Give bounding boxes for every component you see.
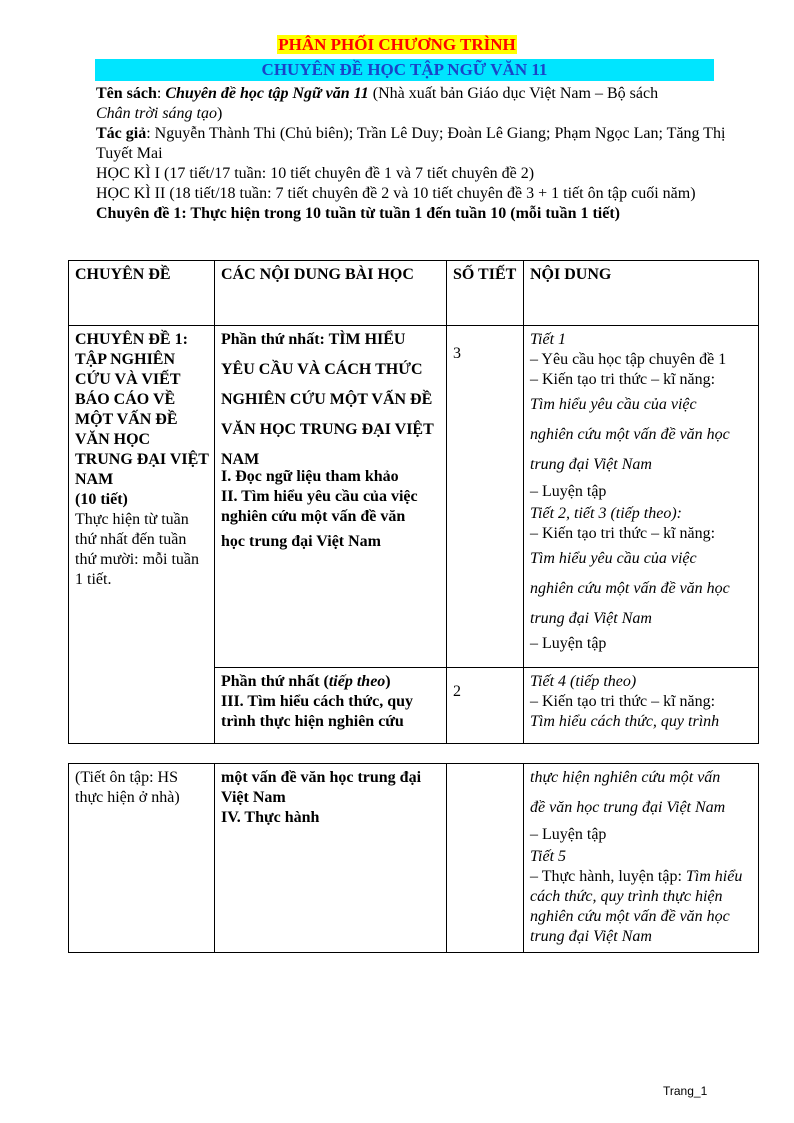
lesson-cell — [215, 668, 447, 744]
detail-line: nghiên cứu một vấn đề văn học — [530, 580, 730, 597]
detail-line: Tiết 1 — [530, 331, 567, 348]
detail-text: – Thực hành, luyện tập: — [530, 868, 686, 885]
schedule-table — [68, 260, 759, 744]
book-series: Chân trời sáng tạo — [96, 105, 217, 122]
title-line1: PHÂN PHỐI CHƯƠNG TRÌNH — [278, 35, 516, 54]
author-line — [96, 124, 736, 164]
book-line: Tên sách: Chuyên đề học tập Ngữ văn 11 (Nhà xuất bản Giáo dục Việt Nam – Bộ sách Chân trời sáng tạo) — [96, 85, 659, 122]
detail-line: – Luyện tập — [530, 483, 607, 500]
topic-title: CHUYÊN ĐỀ 1: TẬP NGHIÊN CỨU VÀ VIẾT BÁO CÁO VỀ MỘT VẤN ĐỀ VĂN HỌC TRUNG ĐẠI VIỆT NAM — [75, 331, 209, 488]
lesson-item-cont: học trung đại Việt Nam — [221, 533, 381, 550]
detail-line: Tìm hiểu cách thức, quy trình — [530, 713, 720, 730]
detail-line: – Luyện tập — [530, 635, 607, 652]
table-row — [69, 326, 759, 668]
detail-line: Tìm hiểu yêu cầu của việc — [530, 550, 697, 567]
header-hours: SỐ TIẾT — [447, 261, 524, 326]
lesson-cell — [215, 326, 447, 668]
details-cell — [524, 668, 759, 744]
detail-line: trung đại Việt Nam — [530, 456, 652, 473]
table-header-row — [69, 261, 759, 326]
detail-line: thực hiện nghiên cứu một vấn — [530, 769, 721, 786]
detail-line: – Kiến tạo tri thức – kĩ năng: — [530, 371, 716, 388]
detail-line: Tiết 5 — [530, 848, 567, 865]
table-row — [69, 764, 759, 953]
detail-line: Tiết 2, tiết 3 (tiếp theo): — [530, 505, 682, 522]
topic1-heading: Chuyên đề 1: Thực hiện trong 10 tuần từ tuần 1 đến tuần 10 (mỗi tuần 1 tiết) — [96, 205, 621, 222]
topic-cell: (Tiết ôn tập: HS thực hiện ở nhà) — [69, 764, 215, 953]
book-label: Tên sách — [96, 85, 157, 102]
authors: : Nguyễn Thành Thi (Chủ biên); Trần Lê Duy; Đoàn Lê Giang; Phạm Ngọc Lan; Tăng Thị Tuyết Mai — [96, 125, 726, 162]
detail-line: Tiết 4 (tiếp theo) — [530, 673, 637, 690]
book-publisher: (Nhà xuất bản Giáo dục Việt Nam – Bộ sách — [368, 85, 659, 102]
detail-line: trung đại Việt Nam — [530, 610, 652, 627]
details-cell — [524, 764, 759, 953]
lesson-item: III. Tìm hiểu cách thức, quy trình thực hiện nghiên cứu — [221, 693, 414, 730]
detail-line: Tìm hiểu yêu cầu của việc — [530, 396, 697, 413]
lesson-item: II. Tìm hiểu yêu cầu của việc nghiên cứu một vấn đề văn — [221, 488, 418, 525]
detail-line: nghiên cứu một vấn đề văn học — [530, 426, 730, 443]
subtitle-banner: CHUYÊN ĐỀ HỌC TẬP NGỮ VĂN 11 — [95, 59, 714, 81]
detail-line: – Kiến tạo tri thức – kĩ năng: — [530, 525, 716, 542]
book-title: Chuyên đề học tập Ngữ văn 11 — [165, 85, 369, 102]
book-close: ) — [217, 105, 223, 122]
lesson-item: I. Đọc ngữ liệu tham khảo — [221, 468, 399, 485]
topic-hours: (10 tiết) — [75, 491, 128, 508]
part-title — [221, 672, 441, 692]
term1: HỌC KÌ I (17 tiết/17 tuần: 10 tiết chuyên đề 1 và 7 tiết chuyên đề 2) — [96, 165, 535, 182]
details-cell — [524, 326, 759, 668]
hours-cell — [447, 764, 524, 953]
hours-cell: 3 — [447, 326, 524, 668]
topic-cell — [69, 326, 215, 744]
lesson-item: IV. Thực hành — [221, 809, 320, 826]
detail-line: – Luyện tập — [530, 826, 607, 843]
header-details: NỘI DUNG — [524, 261, 759, 326]
detail-line: – Yêu cầu học tập chuyên đề 1 — [530, 351, 727, 368]
header-content: CÁC NỘI DUNG BÀI HỌC — [215, 261, 447, 326]
detail-line — [530, 867, 753, 947]
lesson-cell — [215, 764, 447, 953]
detail-line: – Kiến tạo tri thức – kĩ năng: — [530, 693, 716, 710]
part-title-text: Phần thứ nhất ( — [221, 673, 329, 690]
book-info — [96, 84, 736, 224]
part-title-end: ) — [385, 673, 391, 690]
page-number: Trang_1 — [663, 1084, 708, 1098]
part-title: Phần thứ nhất: TÌM HIỂU YÊU CẦU VÀ CÁCH THỨC NGHIÊN CỨU MỘT VẤN ĐỀ VĂN HỌC TRUNG ĐẠI VIỆT NAM — [221, 331, 434, 468]
topic-note: Thực hiện từ tuần thứ nhất đến tuần thứ mười: mỗi tuần 1 tiết. — [75, 511, 200, 588]
author-label: Tác giả — [96, 125, 147, 142]
detail-italic: Tìm hiểu cách thức, quy trình thực hiện nghiên cứu một vấn đề văn học trung đại Việt Nam — [530, 868, 743, 945]
schedule-table-continued — [68, 763, 759, 953]
detail-line: đề văn học trung đại Việt Nam — [530, 799, 726, 816]
page-title — [0, 35, 794, 55]
lesson-item: một vấn đề văn học trung đại Việt Nam — [221, 769, 422, 806]
hours-cell: 2 — [447, 668, 524, 744]
part-title-italic: tiếp theo — [328, 673, 386, 690]
term2: HỌC KÌ II (18 tiết/18 tuần: 7 tiết chuyên đề 2 và 10 tiết chuyên đề 3 + 1 tiết ôn tập cuối năm) — [96, 185, 696, 202]
header-topic: CHUYÊN ĐỀ — [69, 261, 215, 326]
